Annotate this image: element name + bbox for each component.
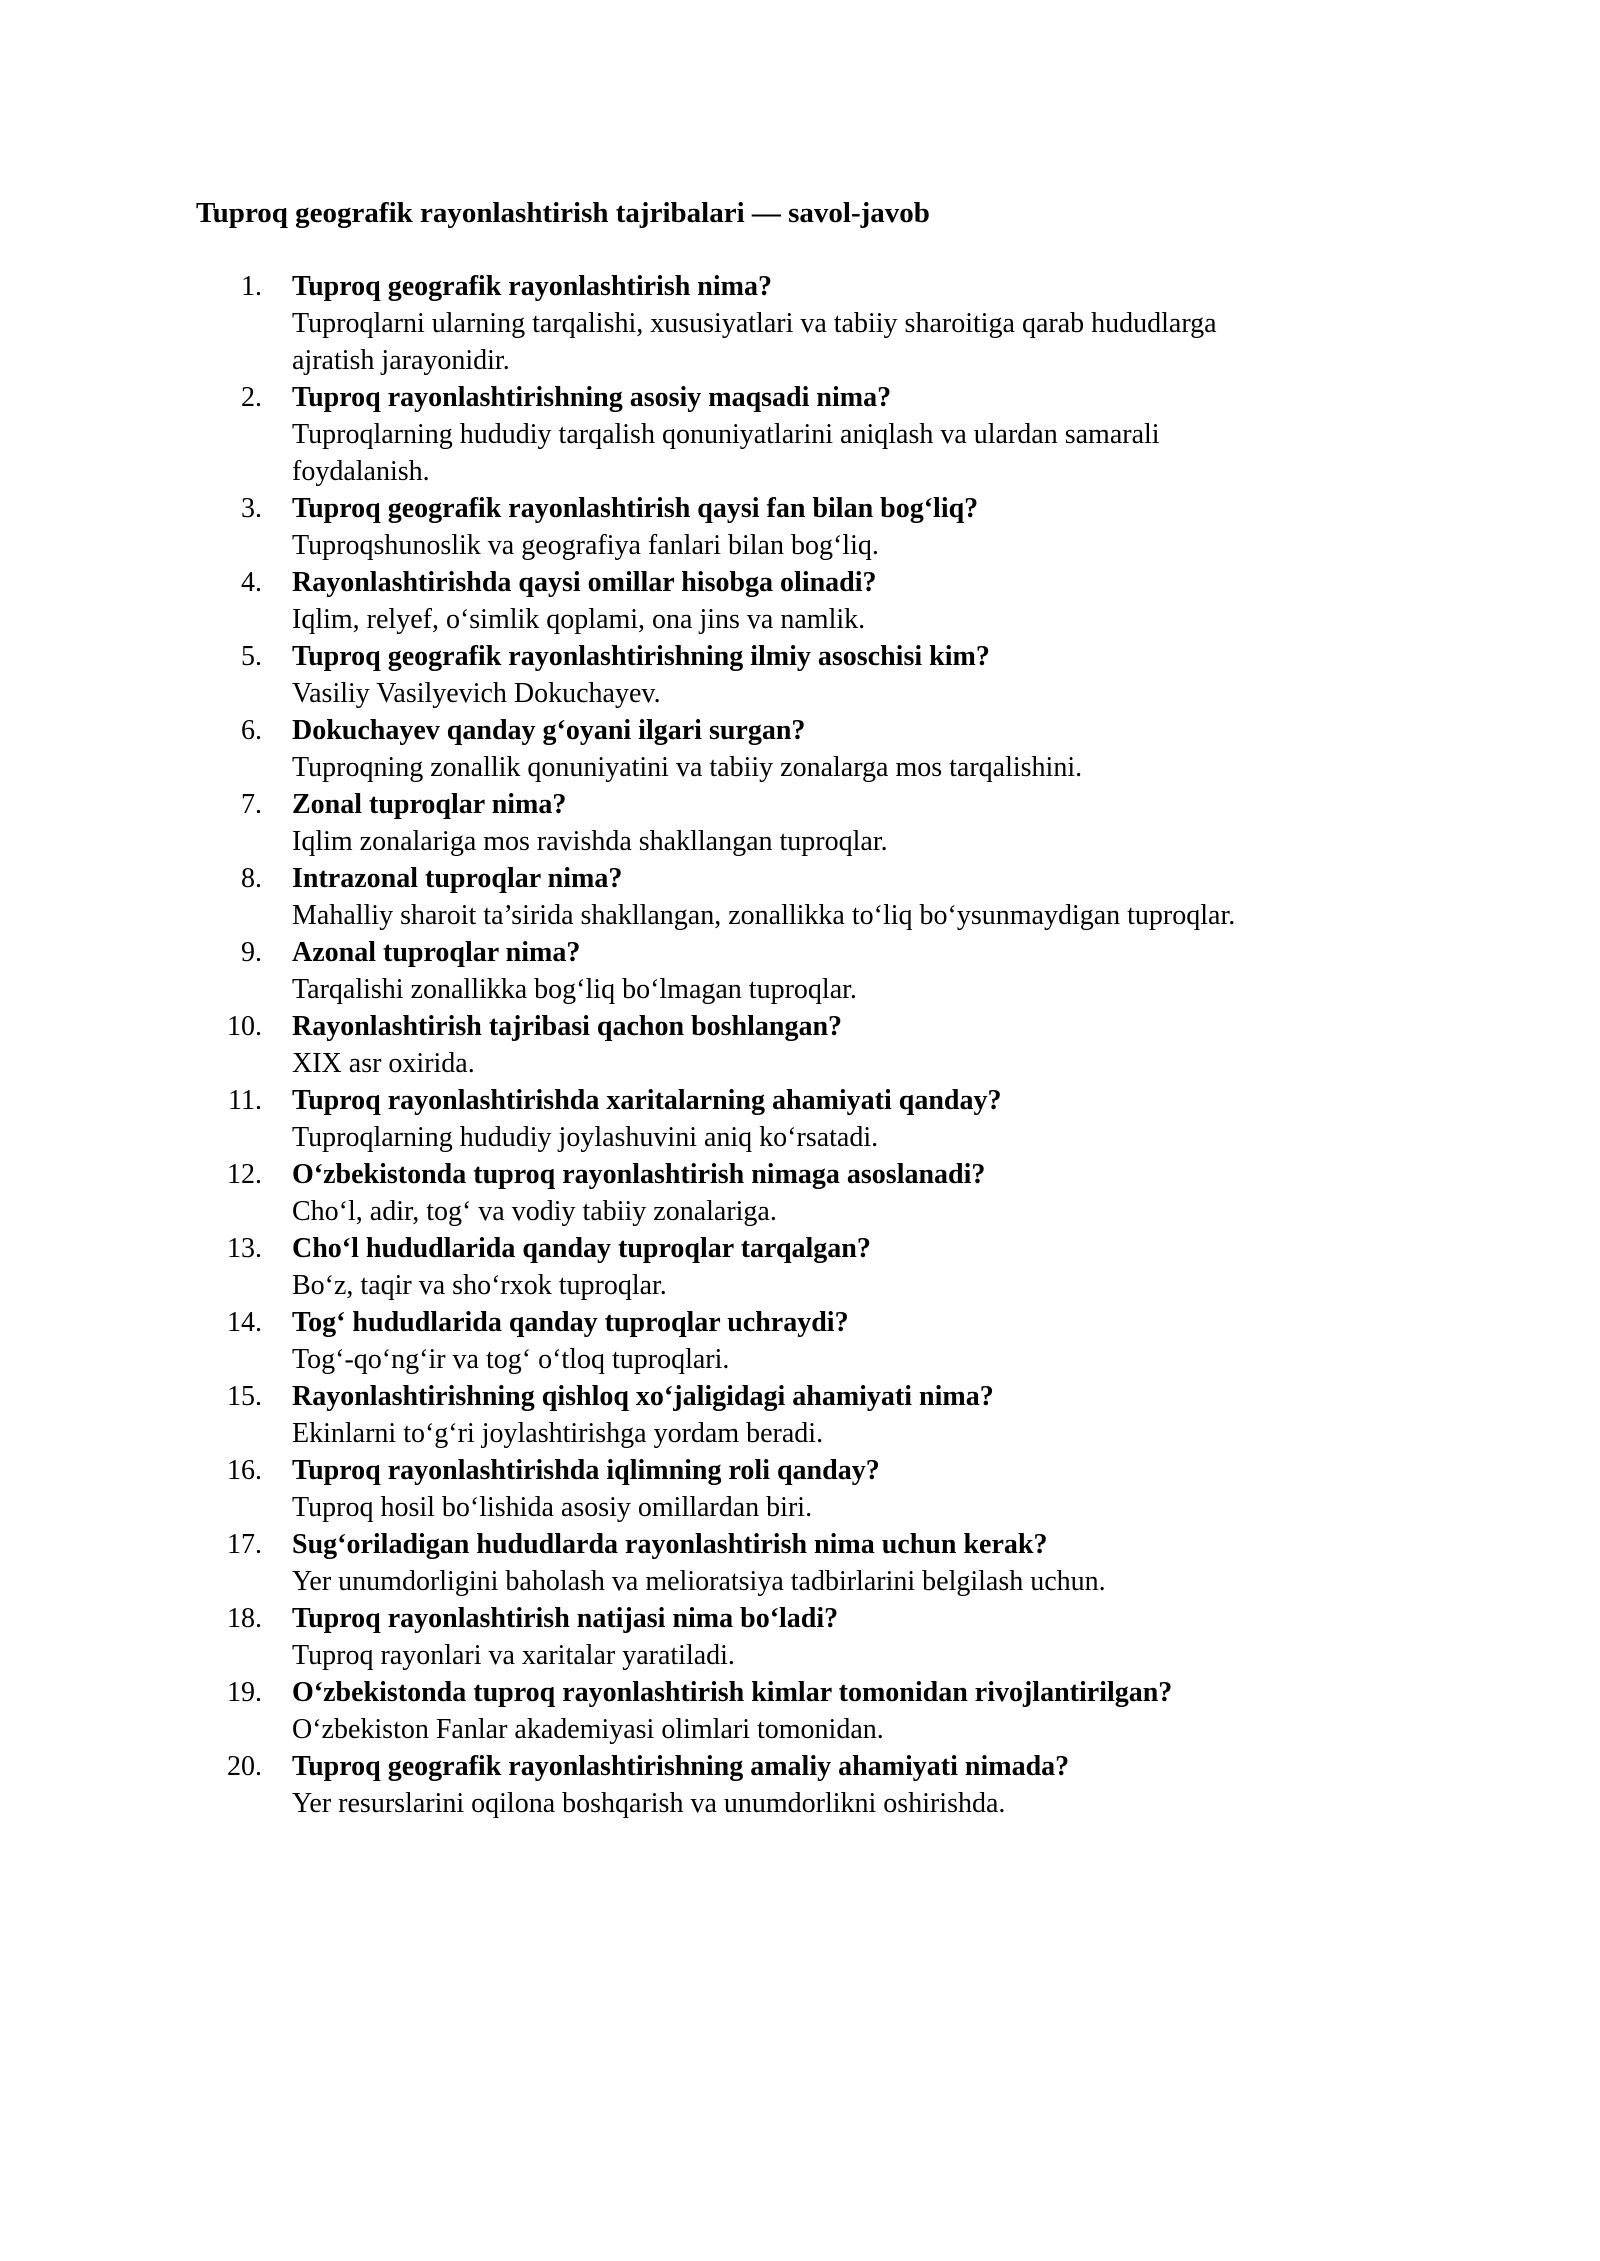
question-text: Tuproq geografik rayonlashtirish nima? [292, 271, 772, 302]
item-number: 1. [241, 271, 262, 302]
document-title: Tuproq geografik rayonlashtirish tajribalari — savol-javob [196, 197, 930, 229]
question-text: O‘zbekistonda tuproq rayonlashtirish kimlar tomonidan rivojlantirilgan? [292, 1677, 1173, 1708]
question-text: Intrazonal tuproqlar nima? [292, 863, 623, 894]
answer-text: Tuproqlarning hududiy joylashuvini aniq ko‘rsatadi. [292, 1122, 879, 1153]
answer-text: Tuproqlarni ularning tarqalishi, xususiyatlari va tabiiy sharoitiga qarab hududlarga [292, 308, 1217, 339]
list-item [0, 638, 1392, 712]
item-number: 15. [227, 1381, 262, 1412]
list-item [0, 1748, 1392, 1822]
item-number: 19. [227, 1677, 262, 1708]
list-item [0, 1082, 1392, 1156]
question-text: O‘zbekistonda tuproq rayonlashtirish nimaga asoslanadi? [292, 1159, 986, 1190]
question-text: Tuproq rayonlashtirish natijasi nima bo‘ladi? [292, 1603, 839, 1634]
item-number: 3. [241, 493, 262, 524]
question-text: Tuproq rayonlashtirishda xaritalarning ahamiyati qanday? [292, 1085, 1002, 1116]
question-text: Rayonlashtirishning qishloq xo‘jaligidagi ahamiyati nima? [292, 1381, 994, 1412]
qa-list [0, 268, 1392, 1822]
list-item [0, 564, 1392, 638]
answer-text: Iqlim, relyef, o‘simlik qoplami, ona jins va namlik. [292, 604, 866, 635]
answer-text: Yer unumdorligini baholash va melioratsiya tadbirlarini belgilash uchun. [292, 1566, 1106, 1597]
list-item [0, 1600, 1392, 1674]
answer-text: Mahalliy sharoit ta’sirida shakllangan, zonallikka to‘liq bo‘ysunmaydigan tuproqlar. [292, 900, 1236, 931]
question-text: Dokuchayev qanday g‘oyani ilgari surgan? [292, 715, 806, 746]
list-item [0, 1008, 1392, 1082]
list-item [0, 1156, 1392, 1230]
item-number: 12. [227, 1159, 262, 1190]
answer-text: Tog‘-qo‘ng‘ir va tog‘ o‘tloq tuproqlari. [292, 1344, 730, 1375]
list-item [0, 934, 1392, 1008]
answer-text: Tuproq hosil bo‘lishida asosiy omillardan biri. [292, 1492, 813, 1523]
item-number: 13. [227, 1233, 262, 1264]
question-text: Sug‘oriladigan hududlarda rayonlashtirish nima uchun kerak? [292, 1529, 1048, 1560]
list-item [0, 379, 1392, 490]
question-text: Rayonlashtirish tajribasi qachon boshlangan? [292, 1011, 843, 1042]
question-text: Cho‘l hududlarida qanday tuproqlar tarqalgan? [292, 1233, 871, 1264]
answer-text: foydalanish. [292, 456, 430, 487]
question-text: Tuproq geografik rayonlashtirishning ilmiy asoschisi kim? [292, 641, 990, 672]
answer-text: Tuproqshunoslik va geografiya fanlari bilan bog‘liq. [292, 530, 879, 561]
item-number: 9. [241, 937, 262, 968]
item-number: 18. [227, 1603, 262, 1634]
list-item [0, 1230, 1392, 1304]
list-item [0, 1674, 1392, 1748]
answer-text: Tarqalishi zonallikka bog‘liq bo‘lmagan tuproqlar. [292, 974, 857, 1005]
answer-text: Tuproqning zonallik qonuniyatini va tabiiy zonalarga mos tarqalishini. [292, 752, 1083, 783]
item-number: 11. [228, 1085, 262, 1116]
answer-text: Yer resurslarini oqilona boshqarish va unumdorlikni oshirishda. [292, 1788, 1006, 1819]
list-item [0, 860, 1392, 934]
item-number: 4. [241, 567, 262, 598]
item-number: 20. [227, 1751, 262, 1782]
list-item [0, 786, 1392, 860]
question-text: Tog‘ hududlarida qanday tuproqlar uchraydi? [292, 1307, 849, 1338]
item-number: 7. [241, 789, 262, 820]
answer-text: Tuproqlarning hududiy tarqalish qonuniyatlarini aniqlash va ulardan samarali [292, 419, 1160, 450]
question-text: Zonal tuproqlar nima? [292, 789, 567, 820]
answer-text: Ekinlarni to‘g‘ri joylashtirishga yordam beradi. [292, 1418, 824, 1449]
question-text: Tuproq rayonlashtirishning asosiy maqsadi nima? [292, 382, 892, 413]
question-text: Tuproq geografik rayonlashtirishning amaliy ahamiyati nimada? [292, 1751, 1070, 1782]
list-item [0, 712, 1392, 786]
question-text: Rayonlashtirishda qaysi omillar hisobga olinadi? [292, 567, 877, 598]
list-item [0, 1378, 1392, 1452]
item-number: 16. [227, 1455, 262, 1486]
question-text: Tuproq rayonlashtirishda iqlimning roli qanday? [292, 1455, 880, 1486]
question-text: Tuproq geografik rayonlashtirish qaysi fan bilan bog‘liq? [292, 493, 979, 524]
answer-text: Vasiliy Vasilyevich Dokuchayev. [292, 678, 661, 709]
list-item [0, 1526, 1392, 1600]
answer-text: Iqlim zonalariga mos ravishda shakllangan tuproqlar. [292, 826, 888, 857]
item-number: 5. [241, 641, 262, 672]
question-text: Azonal tuproqlar nima? [292, 937, 581, 968]
list-item [0, 1304, 1392, 1378]
item-number: 6. [241, 715, 262, 746]
answer-text: Bo‘z, taqir va sho‘rxok tuproqlar. [292, 1270, 667, 1301]
item-number: 14. [227, 1307, 262, 1338]
item-number: 10. [227, 1011, 262, 1042]
answer-text: ajratish jarayonidir. [292, 345, 510, 376]
answer-text: O‘zbekiston Fanlar akademiyasi olimlari tomonidan. [292, 1714, 884, 1745]
list-item [0, 1452, 1392, 1526]
list-item [0, 490, 1392, 564]
answer-text: Tuproq rayonlari va xaritalar yaratiladi. [292, 1640, 735, 1671]
answer-text: Cho‘l, adir, tog‘ va vodiy tabiiy zonalariga. [292, 1196, 777, 1227]
answer-text: XIX asr oxirida. [292, 1048, 475, 1079]
list-item [0, 268, 1392, 379]
item-number: 17. [227, 1529, 262, 1560]
item-number: 2. [241, 382, 262, 413]
item-number: 8. [241, 863, 262, 894]
